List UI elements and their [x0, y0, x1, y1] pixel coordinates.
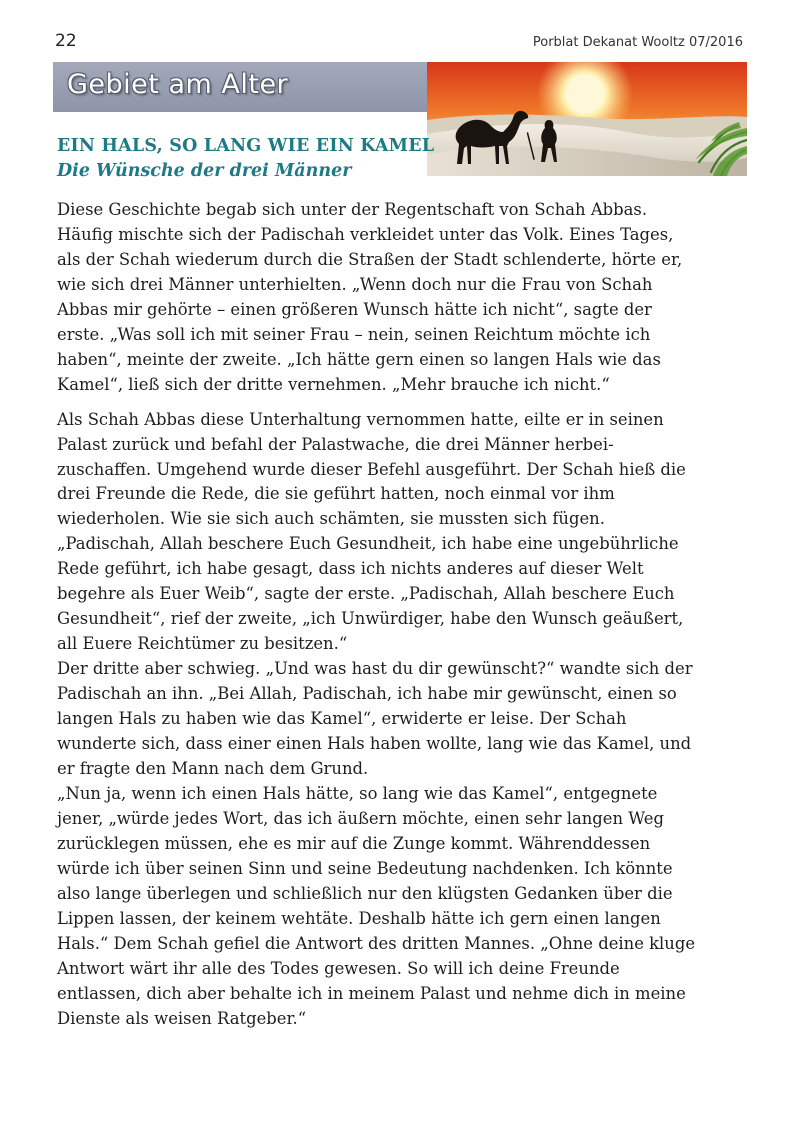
paragraph — [57, 408, 757, 1032]
text-line: als der Schah wiederum durch die Straßen der Stadt schlenderte, hörte er, — [57, 249, 683, 269]
text-line: Gesundheit“, rief der zweite, „ich Unwürdiger, habe den Wunsch geäußert, — [57, 609, 684, 629]
paragraph — [57, 198, 757, 398]
section-title: Gebiet am Alter — [67, 69, 289, 100]
text-line: „Nun ja, wenn ich einen Hals hätte, so lang wie das Kamel“, entgegnete — [57, 783, 658, 803]
text-line: also lange überlegen und schließlich nur den klügsten Gedanken über die — [57, 883, 673, 903]
text-line: begehre als Euer Weib“, sagte der erste. „Padischah, Allah beschere Euch — [57, 584, 675, 604]
page-number: 22 — [55, 31, 77, 51]
running-header: Porblat Dekanat Wooltz 07/2016 — [532, 35, 743, 50]
text-line: „Padischah, Allah beschere Euch Gesundheit, ich habe eine ungebührliche — [57, 534, 679, 554]
text-line: erste. „Was soll ich mit seiner Frau – nein, seinen Reichtum möchte ich — [57, 324, 651, 344]
text-line: Diese Geschichte begab sich unter der Regentschaft von Schah Abbas. — [57, 200, 648, 219]
text-line: würde ich über seinen Sinn und seine Bedeutung nachdenken. Ich könnte — [57, 858, 673, 878]
text-line: Padischah an ihn. „Bei Allah, Padischah, ich habe mir gewünscht, einen so — [57, 684, 677, 704]
text-line: haben“, meinte der zweite. „Ich hätte gern einen so langen Hals wie das — [57, 349, 661, 369]
article-body — [57, 198, 757, 1031]
text-line: drei Freunde die Rede, die sie geführt hatten, noch einmal vor ihm — [57, 484, 615, 504]
text-line: Abbas mir gehörte – einen größeren Wunsch hätte ich nicht“, sagte der — [57, 299, 652, 319]
text-line: langen Hals zu haben wie das Kamel“, erwiderte er leise. Der Schah — [57, 709, 627, 729]
text-line: all Euere Reichtümer zu besitzen.“ — [57, 634, 348, 654]
text-line: jener, „würde jedes Wort, das ich äußern möchte, einen sehr langen Weg — [57, 808, 664, 828]
text-line: Rede geführt, ich habe gesagt, dass ich nichts anderes auf dieser Welt — [57, 559, 644, 579]
text-line: er fragte den Mann nach dem Grund. — [57, 758, 369, 778]
article-title: EIN HALS, SO LANG WIE EIN KAMEL — [57, 136, 435, 156]
text-line: Antwort wärt ihr alle des Todes gewesen. So will ich deine Freunde — [57, 958, 620, 978]
text-line: Als Schah Abbas diese Unterhaltung vernommen hatte, eilte er in seinen — [57, 409, 664, 429]
section-banner — [53, 62, 429, 112]
text-line: Häufig mischte sich der Padischah verkleidet unter das Volk. Eines Tages, — [57, 224, 674, 244]
text-line: Palast zurück und befahl der Palastwache, die drei Männer herbei- — [57, 434, 614, 454]
paragraph-gap — [57, 398, 757, 408]
text-line: Kamel“, ließ sich der dritte vernehmen. „Mehr brauche ich nicht.“ — [57, 374, 610, 394]
text-line: Hals.“ Dem Schah gefiel die Antwort des dritten Mannes. „Ohne deine kluge — [57, 933, 696, 953]
text-line: Dienste als weisen Ratgeber.“ — [57, 1008, 307, 1028]
text-line: Der dritte aber schwieg. „Und was hast du dir gewünscht?“ wandte sich der — [57, 659, 693, 679]
desert-camel-scene-image — [427, 62, 747, 176]
text-line: zuschaffen. Umgehend wurde dieser Befehl ausgeführt. Der Schah hieß die — [57, 459, 686, 479]
text-line: wie sich drei Männer unterhielten. „Wenn doch nur die Frau von Schah — [57, 274, 653, 294]
article-subtitle: Die Wünsche der drei Männer — [57, 161, 352, 181]
text-line: zurücklegen müssen, ehe es mir auf die Zunge kommt. Währenddessen — [57, 833, 651, 853]
text-line: wunderte sich, dass einer einen Hals haben wollte, lang wie das Kamel, und — [57, 734, 692, 754]
text-line: wiederholen. Wie sie sich auch schämten, sie mussten sich fügen. — [57, 509, 605, 529]
text-line: Lippen lassen, der keinem wehtäte. Deshalb hätte ich gern einen langen — [57, 908, 661, 928]
text-line: entlassen, dich aber behalte ich in meinem Palast und nehme dich in meine — [57, 983, 686, 1003]
